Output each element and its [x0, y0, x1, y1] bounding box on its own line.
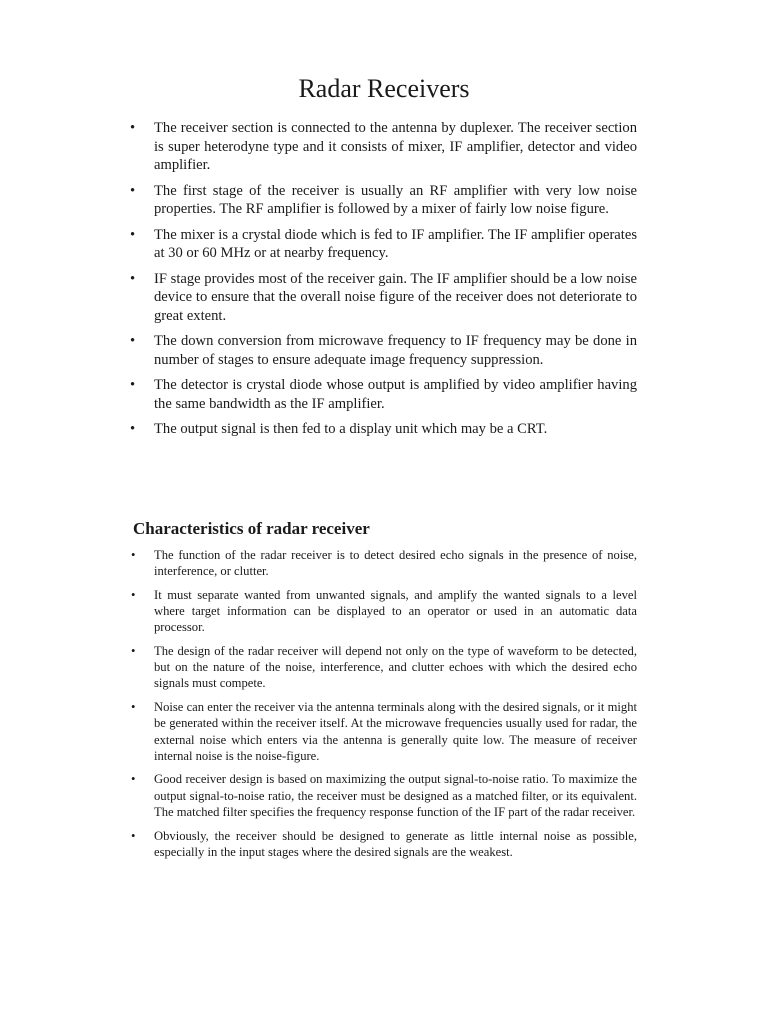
section-heading: Characteristics of radar receiver [133, 519, 370, 538]
list-item [131, 828, 637, 860]
list-item [130, 270, 637, 326]
list-item-text: The output signal is then fed to a display unit which may be a CRT. [154, 421, 548, 437]
list-item-text: The first stage of the receiver is usually an RF amplifier with very low noise properties. The RF amplifier is followed by a mixer of fairly low noise figure. [154, 182, 637, 217]
bullet-icon: • [131, 772, 136, 787]
bullet-icon: • [131, 548, 136, 562]
receiver-bullet-list [130, 119, 637, 446]
bullet-icon: • [130, 421, 136, 437]
list-item-text: IF stage provides most of the receiver gain. The IF amplifier should be a low noise device to ensure that the overall noise figure of the receiver does not deteriorate to great extent. [154, 270, 637, 324]
list-item-text: The receiver section is connected to the antenna by duplexer. The receiver section is super heterodyne type and it consists of mixer, IF amplifier, detector and video amplifier. [154, 120, 637, 173]
list-item-text: The design of the radar receiver will depend not only on the type of waveform to be detected, but on the nature of the noise, interference, and clutter echoes with which the desired echo signals must compete. [154, 644, 637, 691]
list-item [131, 643, 637, 692]
list-item-text: The mixer is a crystal diode which is fed to IF amplifier. The IF amplifier operates at 30 or 60 MHz or at nearby frequency. [154, 226, 637, 261]
list-item-text: Good receiver design is based on maximizing the output signal-to-noise ratio. To maximize the output signal-to-noise ratio, the receiver must be designed as a matched filter, or its equivalent. The matched filter specifies the frequency response function of the IF part of the radar receiver. [154, 772, 637, 819]
list-item [130, 376, 637, 413]
bullet-icon: • [130, 226, 136, 243]
bullet-icon: • [130, 120, 136, 136]
list-item-text: It must separate wanted from unwanted signals, and amplify the wanted signals to a level where target information can be displayed to an operator or used in an automatic data processor. [154, 587, 637, 635]
bullet-icon: • [130, 182, 136, 199]
list-item-text: Obviously, the receiver should be designed to generate as little internal noise as possible, especially in the input stages where the desired signals are the weakest. [154, 828, 637, 859]
bullet-icon: • [131, 644, 136, 659]
bullet-icon: • [131, 828, 136, 843]
list-item [130, 226, 637, 263]
list-item [130, 182, 637, 219]
list-item [131, 587, 637, 636]
bullet-icon: • [131, 587, 136, 602]
bullet-icon: • [130, 377, 136, 393]
list-item [131, 771, 637, 820]
list-item [130, 332, 637, 369]
list-item-text: The down conversion from microwave frequency to IF frequency may be done in number of stages to ensure adequate image frequency suppression. [154, 333, 637, 368]
list-item [130, 119, 637, 175]
list-item [131, 547, 637, 579]
list-item [130, 420, 637, 439]
list-item-text: Noise can enter the receiver via the antenna terminals along with the desired signals, or it might be generated within the receiver itself. At the microwave frequencies usually used for radar, the external noise which enters via the antenna is generally quite low. The measure of receiver internal noise is the noise-figure. [154, 700, 637, 763]
bullet-icon: • [131, 700, 136, 715]
characteristics-bullet-list [131, 547, 637, 867]
bullet-icon: • [130, 270, 136, 287]
bullet-icon: • [130, 333, 136, 349]
list-item-text: The function of the radar receiver is to detect desired echo signals in the presence of noise, interference, or clutter. [154, 548, 637, 579]
list-item-text: The detector is crystal diode whose output is amplified by video amplifier having the same bandwidth as the IF amplifier. [154, 377, 637, 412]
list-item [131, 699, 637, 764]
page-title: Radar Receivers [298, 74, 470, 103]
